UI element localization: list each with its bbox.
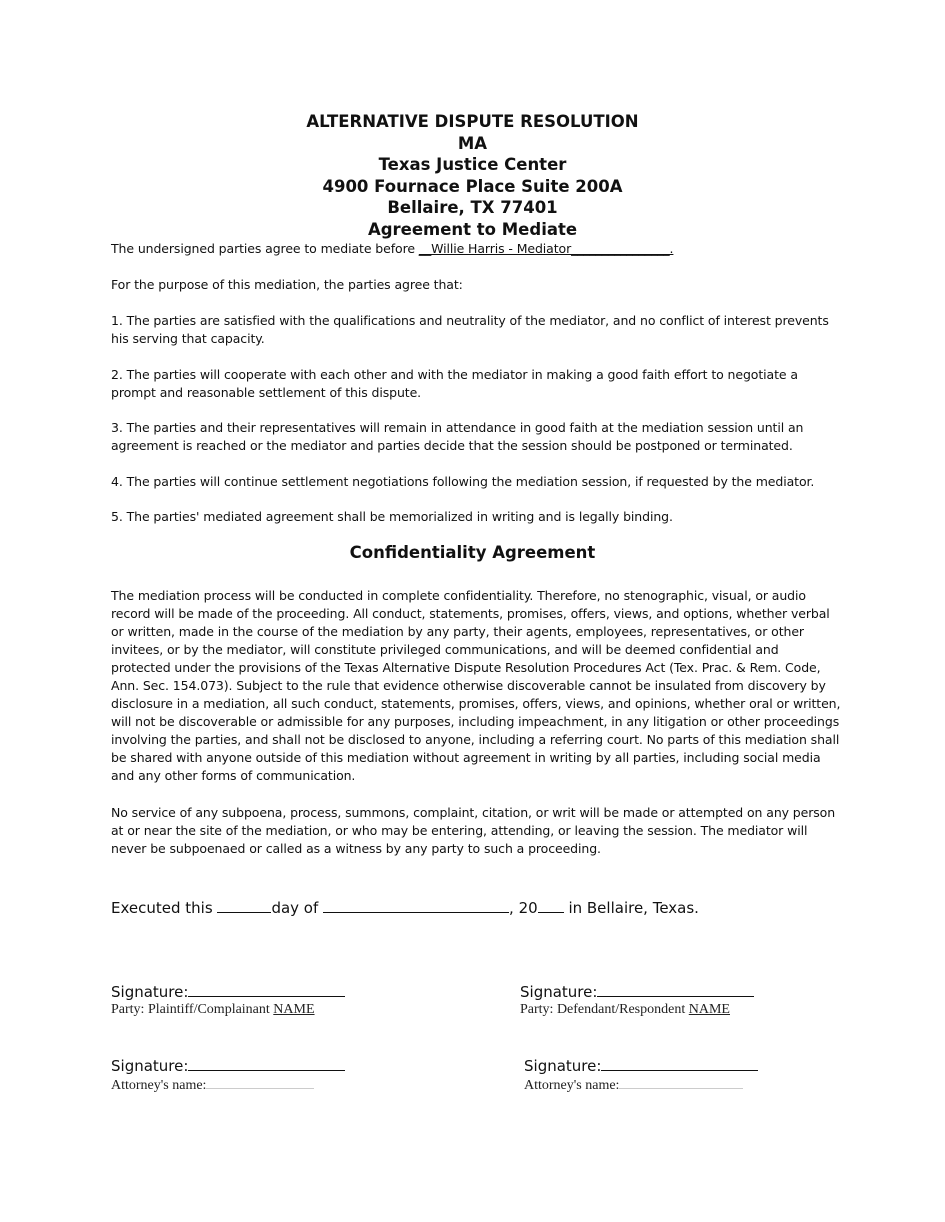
plaintiff-name-field[interactable]: NAME — [273, 1002, 315, 1017]
executed-day-of: day of — [271, 899, 319, 917]
intro-prefix: The undersigned parties agree to mediate before — [111, 241, 415, 256]
plaintiff-attorney-signature — [111, 1056, 345, 1075]
executed-line — [111, 898, 699, 917]
defendant-party-label: Party: Defendant/Respondent — [520, 1002, 686, 1017]
intro-line — [111, 240, 841, 258]
defendant-attorney-signature — [524, 1056, 758, 1075]
clause-2: 2. The parties will cooperate with each other and with the mediator in making a good faith effort to negotiate a prompt and reasonable settlement of this dispute. — [111, 367, 798, 400]
plaintiff-attorney-name-field[interactable] — [206, 1076, 314, 1089]
clause-4: 4. The parties will continue settlement negotiations following the mediation session, if requested by the mediator. — [111, 474, 815, 489]
attorney-name-label: Attorney's name: — [111, 1078, 207, 1093]
plaintiff-attorney-caption — [111, 1076, 314, 1094]
defendant-attorney-name-field[interactable] — [619, 1076, 743, 1089]
month-blank-field[interactable] — [323, 898, 509, 913]
defendant-attorney-signature-field[interactable] — [601, 1056, 758, 1071]
defendant-attorney-caption — [524, 1076, 743, 1094]
signature-label: Signature: — [520, 983, 598, 1001]
confidentiality-title: Confidentiality Agreement — [349, 543, 596, 562]
plaintiff-party-caption — [111, 1002, 315, 1018]
defendant-signature — [520, 982, 754, 1001]
signature-label: Signature: — [524, 1057, 602, 1075]
plaintiff-signature — [111, 982, 345, 1001]
day-blank-field[interactable] — [217, 898, 271, 913]
header-city: Bellaire, TX 77401 — [387, 198, 558, 218]
plaintiff-signature-field[interactable] — [188, 982, 345, 997]
defendant-signature-field[interactable] — [597, 982, 754, 997]
executed-prefix: Executed this — [111, 899, 213, 917]
executed-year-prefix: , 20 — [509, 899, 538, 917]
header-subtitle: MA — [457, 133, 488, 153]
header-address: 4900 Fournace Place Suite 200A — [322, 176, 623, 196]
purpose-statement: For the purpose of this mediation, the parties agree that: — [111, 277, 463, 292]
executed-suffix: in Bellaire, Texas. — [568, 899, 699, 917]
header-agreement-title: Agreement to Mediate — [367, 219, 578, 239]
mediator-fill-field[interactable]: __Willie Harris - Mediator________________. — [418, 241, 674, 256]
defendant-party-caption — [520, 1002, 730, 1018]
clause-1: 1. The parties are satisfied with the qualifications and neutrality of the mediator, and no conflict of interest prevents his serving that capacity. — [111, 313, 829, 346]
signature-label: Signature: — [111, 983, 189, 1001]
attorney-name-label: Attorney's name: — [524, 1078, 620, 1093]
plaintiff-attorney-signature-field[interactable] — [188, 1056, 345, 1071]
clause-3: 3. The parties and their representatives will remain in attendance in good faith at the mediation session until an agreement is reached or the mediator and parties decide that the session should be postponed or terminated. — [111, 420, 804, 453]
confidentiality-paragraph-1: The mediation process will be conducted in complete confidentiality. Therefore, no stenographic, visual, or audio record will be made of the proceeding. All conduct, statements, promises, offers, views, and options, whether verbal or written, made in the course of the mediation by any party, their agents, employees, representatives, or other invitees, or by the mediator, will constitute privileged communications, and will be deemed confidential and protected under the provisions of the Texas Alternative Dispute Resolution Procedures Act (Tex. Prac. & Rem. Code, Ann. Sec. 154.073). Subject to the rule that evidence otherwise discoverable cannot be insulated from discovery by disclosure in a mediation, all such conduct, statements, promises, offers, views, and opinions, whether oral or written, will not be discoverable or admissible for any purposes, including impeachment, in any litigation or other proceedings involving the parties, and shall not be disclosed to anyone, including a referring court. No parts of this mediation shall be shared with anyone outside of this mediation without agreement in writing by all parties, including social media and any other forms of communication. — [111, 588, 841, 783]
plaintiff-party-label: Party: Plaintiff/Complainant — [111, 1002, 270, 1017]
clause-5: 5. The parties' mediated agreement shall be memorialized in writing and is legally binding. — [111, 509, 673, 524]
signature-label: Signature: — [111, 1057, 189, 1075]
confidentiality-paragraph-2: No service of any subpoena, process, summons, complaint, citation, or writ will be made or attempted on any person at or near the site of the mediation, or who may be entering, attending, or leaving the session. The mediator will never be subpoenaed or called as a witness by any party to such a proceeding. — [111, 805, 836, 856]
defendant-name-field[interactable]: NAME — [688, 1002, 730, 1017]
header-title: ALTERNATIVE DISPUTE RESOLUTION — [306, 112, 639, 131]
document-header — [0, 111, 945, 241]
header-organization: Texas Justice Center — [378, 155, 567, 175]
year-blank-field[interactable] — [538, 898, 564, 913]
